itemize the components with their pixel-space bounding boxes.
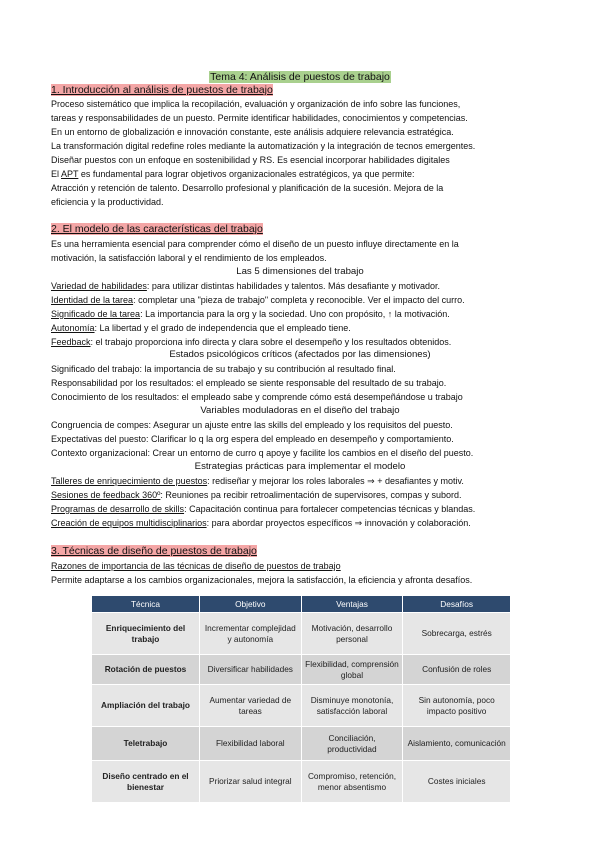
dimension-item: Variedad de habilidades: para utilizar distintas habilidades y talentos. Más desafiante y motivador. — [51, 281, 441, 291]
table-cell: Motivación, desarrollo personal — [301, 613, 403, 655]
table-cell: Diversificar habilidades — [200, 655, 302, 685]
apt-line: El APT es fundamental para lograr objetivos organizacionales estratégicos, ya que permite: — [51, 169, 415, 179]
section3-subheading: Razones de importancia de las técnicas de diseño de puestos de trabajo — [51, 561, 341, 571]
strategy-item: Talleres de enriquecimiento de puestos: rediseñar y mejorar los roles laborales ⇒ + desafiantes y motiv. — [51, 476, 464, 486]
section1-line: Atracción y retención de talento. Desarrollo profesional y planificación de la sucesión. Mejora de la — [51, 183, 444, 193]
section3-heading: 3. Técnicas de diseño de puestos de trabajo — [51, 545, 257, 557]
section1-line: tareas y responsabilidades de un puesto. Permite identificar habilidades, conocimientos y competencias. — [51, 113, 468, 123]
page-title: Tema 4: Análisis de puestos de trabajo — [210, 71, 390, 83]
table-row — [92, 613, 511, 655]
table-cell: Diseño centrado en el bienestar — [92, 761, 200, 803]
apt-term: APT — [61, 169, 79, 179]
table-cell: Compromiso, retención, menor absentismo — [301, 761, 403, 803]
section1-heading: 1. Introducción al análisis de puestos de trabajo — [51, 84, 273, 96]
section1-line: En un entorno de globalización e innovación constante, este análisis adquiere relevancia estratégica. — [51, 127, 454, 137]
section1-line: Proceso sistemático que implica la recopilación, evaluación y organización de info sobre las funciones, — [51, 99, 461, 109]
table-cell: Sin autonomía, poco impacto positivo — [403, 685, 511, 727]
table-header-row — [92, 596, 511, 613]
section1-line: Diseñar puestos con un enfoque en sostenibilidad y RS. Es esencial incorporar habilidades digitales — [51, 155, 450, 165]
state-item: Conocimiento de los resultados: el empleado sabe y comprende cómo está desempeñándose u trabajo — [51, 392, 463, 402]
table-cell: Flexibilidad, comprensión global — [301, 655, 403, 685]
table-cell: Confusión de roles — [403, 655, 511, 685]
table-cell: Flexibilidad laboral — [200, 727, 302, 761]
strategy-item: Creación de equipos multidisciplinarios: para abordar proyectos específicos ⇒ innovación y colaboración. — [51, 518, 471, 528]
strategies-title: Estrategias prácticas para implementar el modelo — [194, 461, 406, 472]
table-cell: Enriquecimiento del trabajo — [92, 613, 200, 655]
section1-line: La transformación digital redefine roles mediante la automatización y la integración de tecnos emergentes. — [51, 141, 476, 151]
variable-item: Contexto organizacional: Crear un entorno de curro q apoye y facilite los cambios en el diseño del puesto. — [51, 448, 474, 458]
state-item: Responsabilidad por los resultados: el empleado se siente responsable del resultado de su trabajo. — [51, 378, 447, 388]
state-item: Significado del trabajo: la importancia de su trabajo y su contribución al resultado final. — [51, 364, 396, 374]
table-cell: Incrementar complejidad y autonomía — [200, 613, 302, 655]
strategy-item: Programas de desarrollo de skills: Capacitación continua para fortalecer competencias técnicas y blandas. — [51, 504, 476, 514]
section2-heading: 2. El modelo de las características del trabajo — [51, 223, 263, 235]
table-cell: Aislamiento, comunicación — [403, 727, 511, 761]
section3-line: Permite adaptarse a los cambios organizacionales, mejora la satisfacción, la eficiencia y afronta desafíos. — [51, 575, 473, 585]
techniques-table — [91, 595, 511, 803]
table-cell: Disminuye monotonía, satisfacción laboral — [301, 685, 403, 727]
dimension-item: Feedback: el trabajo proporciona info directa y clara sobre el desempeño y los resultados obtenidos. — [51, 337, 452, 347]
section2-intro: motivación, la satisfacción laboral y el rendimiento de los empleados. — [51, 253, 327, 263]
states-title: Estados psicológicos críticos (afectados por las dimensiones) — [169, 349, 431, 360]
table-cell: Costes iniciales — [403, 761, 511, 803]
table-cell: Aumentar variedad de tareas — [200, 685, 302, 727]
column-header: Objetivo — [200, 596, 302, 613]
column-header: Ventajas — [301, 596, 403, 613]
table-row — [92, 655, 511, 685]
section2-intro: Es una herramienta esencial para comprender cómo el diseño de un puesto influye directamente en la — [51, 239, 459, 249]
table-cell: Teletrabajo — [92, 727, 200, 761]
column-header: Técnica — [92, 596, 200, 613]
section1-line: eficiencia y la productividad. — [51, 197, 164, 207]
table-cell: Conciliación, productividad — [301, 727, 403, 761]
dimensions-title: Las 5 dimensiones del trabajo — [236, 266, 364, 277]
dimension-item: Autonomía: La libertad y el grado de independencia que el empleado tiene. — [51, 323, 351, 333]
table-cell: Sobrecarga, estrés — [403, 613, 511, 655]
variables-title: Variables moduladoras en el diseño del trabajo — [200, 405, 400, 416]
table-row — [92, 761, 511, 803]
strategy-item: Sesiones de feedback 360º: Reuniones pa recibir retroalimentación de supervisores, compas y subord. — [51, 490, 462, 500]
dimension-item: Significado de la tarea: La importancia para la org y la sociedad. Uno con propósito, ↑ la motivación. — [51, 309, 450, 319]
table-cell: Rotación de puestos — [92, 655, 200, 685]
table-row — [92, 727, 511, 761]
variable-item: Congruencia de compes: Asegurar un ajuste entre las skills del empleado y los requisitos del puesto. — [51, 420, 453, 430]
table-cell: Priorizar salud integral — [200, 761, 302, 803]
dimension-item: Identidad de la tarea: completar una "pieza de trabajo" completa y reconocible. Ver el impacto del curro. — [51, 295, 465, 305]
table-cell: Ampliación del trabajo — [92, 685, 200, 727]
variable-item: Expectativas del puesto: Clarificar lo q la org espera del empleado en desempeño y comportamiento. — [51, 434, 454, 444]
column-header: Desafíos — [403, 596, 511, 613]
table-row — [92, 685, 511, 727]
